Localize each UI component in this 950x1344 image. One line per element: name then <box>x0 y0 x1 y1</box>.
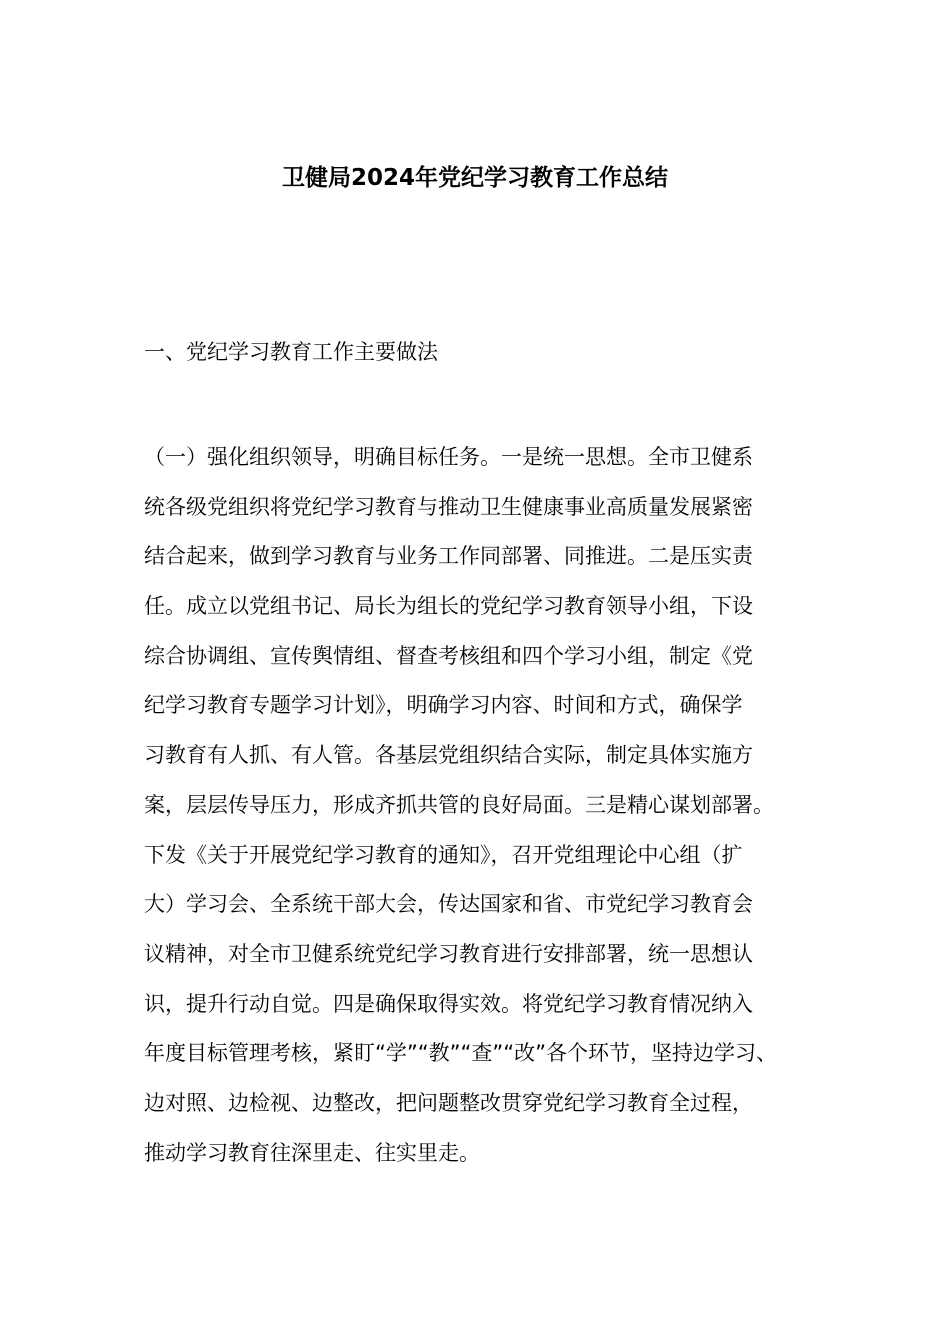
body-paragraph <box>144 433 812 1178</box>
section-heading: 一、党纪学习教育工作主要做法 <box>144 340 438 364</box>
paragraph-line: 结合起来，做到学习教育与业务工作同部署、同推进。二是压实责 <box>144 544 753 569</box>
paragraph-line: 统各级党组织将党纪学习教育与推动卫生健康事业高质量发展紧密 <box>144 494 753 519</box>
paragraph-line: 纪学习教育专题学习计划》，明确学习内容、时间和方式，确保学 <box>144 693 743 718</box>
paragraph-line: 案，层层传导压力，形成齐抓共管的良好局面。三是精心谋划部署。 <box>144 792 774 817</box>
paragraph-line: 边对照、边检视、边整改，把问题整改贯穿党纪学习教育全过程， <box>144 1090 753 1115</box>
paragraph-line: 下发《关于开展党纪学习教育的通知》，召开党组理论中心组（扩 <box>144 842 743 867</box>
document-title: 卫健局2024年党纪学习教育工作总结 <box>281 165 668 191</box>
paragraph-line: 推动学习教育往深里走、往实里走。 <box>144 1140 480 1165</box>
paragraph-line: 任。成立以党组书记、局长为组长的党纪学习教育领导小组，下设 <box>144 594 753 619</box>
paragraph-line: 议精神，对全市卫健系统党纪学习教育进行安排部署，统一思想认 <box>144 941 753 966</box>
paragraph-line: 年度目标管理考核，紧盯“学”“教”“查”“改”各个环节，坚持边学习、 <box>144 1041 778 1066</box>
paragraph-line: 综合协调组、宣传舆情组、督查考核组和四个学习小组，制定《党 <box>144 643 753 668</box>
paragraph-line: 大）学习会、全系统干部大会，传达国家和省、市党纪学习教育会 <box>144 892 753 917</box>
paragraph-line: 识，提升行动自觉。四是确保取得实效。将党纪学习教育情况纳入 <box>144 991 753 1016</box>
paragraph-line: （一）强化组织领导，明确目标任务。一是统一思想。全市卫健系 <box>144 445 753 469</box>
paragraph-line: 习教育有人抓、有人管。各基层党组织结合实际，制定具体实施方 <box>144 743 753 768</box>
